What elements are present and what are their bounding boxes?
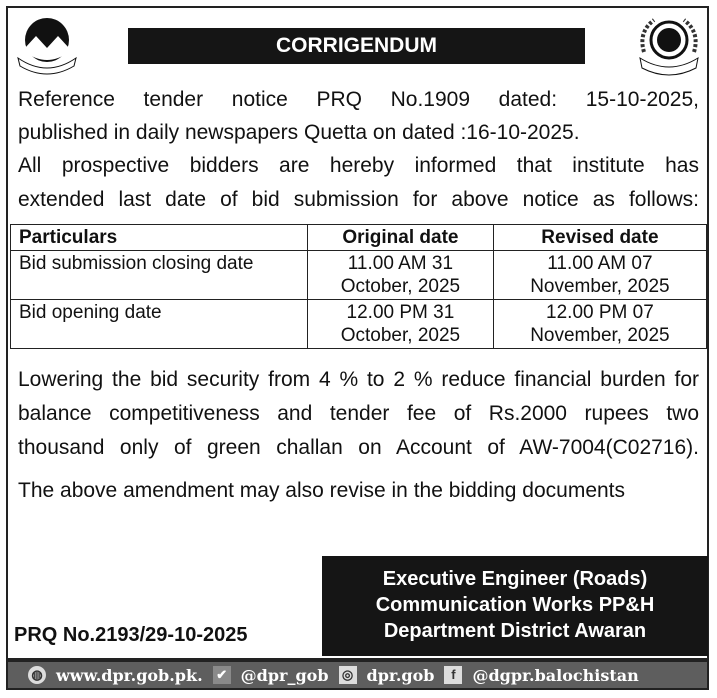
table-row	[11, 300, 707, 349]
cell	[308, 300, 494, 349]
col-header: Revised date	[493, 225, 706, 251]
signature-line: Department District Awaran	[383, 620, 647, 642]
body-line: All prospective bidders are hereby informed that institute has	[18, 154, 699, 177]
cell	[493, 251, 706, 300]
facebook-handle[interactable]: @dgpr.balochistan	[472, 665, 639, 685]
balochistan-emblem-icon	[14, 12, 80, 78]
cell	[493, 300, 706, 349]
dates-table	[10, 224, 707, 349]
para-line: balance competitiveness and tender fee of Rs.2000 rupees two	[18, 402, 699, 425]
cell: Bid submission closing date	[11, 251, 308, 300]
cell-line: 11.00 AM 07	[547, 253, 653, 274]
para-line: The above amendment may also revise in the bidding documents	[18, 479, 626, 502]
cell-line: 11.00 AM 31	[347, 253, 454, 274]
cell-line: October, 2025	[340, 276, 461, 297]
globe-icon: ◍	[28, 666, 46, 684]
para-line: Lowering the bid security from 4 % to 2 % reduce financial burden for	[18, 368, 699, 391]
signature-line: Executive Engineer (Roads)	[382, 568, 648, 590]
cell-line: November, 2025	[530, 276, 670, 297]
signature-block	[322, 556, 708, 656]
twitter-handle[interactable]: @dpr_gob	[240, 665, 329, 685]
signature-line: Communication Works PP&H	[375, 594, 655, 616]
cell: Bid opening date	[11, 300, 308, 349]
department-emblem-icon	[634, 12, 704, 78]
facebook-icon: f	[444, 666, 462, 684]
footer-bar	[6, 660, 709, 690]
page-title: CORRIGENDUM	[128, 28, 585, 64]
body-line: published in daily newspapers Quetta on dated :16-10-2025.	[18, 121, 580, 144]
cell-line: 12.00 PM 07	[546, 302, 654, 323]
table-row	[11, 251, 707, 300]
body-line: extended last date of bid submission for above notice as follows:	[18, 188, 699, 211]
website-link[interactable]: www.dpr.gob.pk.	[56, 665, 203, 685]
cell	[308, 251, 494, 300]
col-header: Particulars	[11, 225, 308, 251]
twitter-icon: ✔	[213, 666, 231, 684]
prq-number: PRQ No.2193/29-10-2025	[14, 624, 248, 646]
cell-line: 12.00 PM 31	[346, 302, 455, 323]
col-header: Original date	[308, 225, 494, 251]
para-line: thousand only of green challan on Account of AW-7004(C02716).	[18, 436, 699, 459]
body-line: Reference tender notice PRQ No.1909 dated: 15-10-2025,	[18, 88, 699, 111]
instagram-icon: ◎	[339, 666, 357, 684]
cell-line: November, 2025	[530, 325, 670, 346]
cell-line: October, 2025	[340, 325, 461, 346]
instagram-handle[interactable]: dpr.gob	[366, 665, 435, 685]
